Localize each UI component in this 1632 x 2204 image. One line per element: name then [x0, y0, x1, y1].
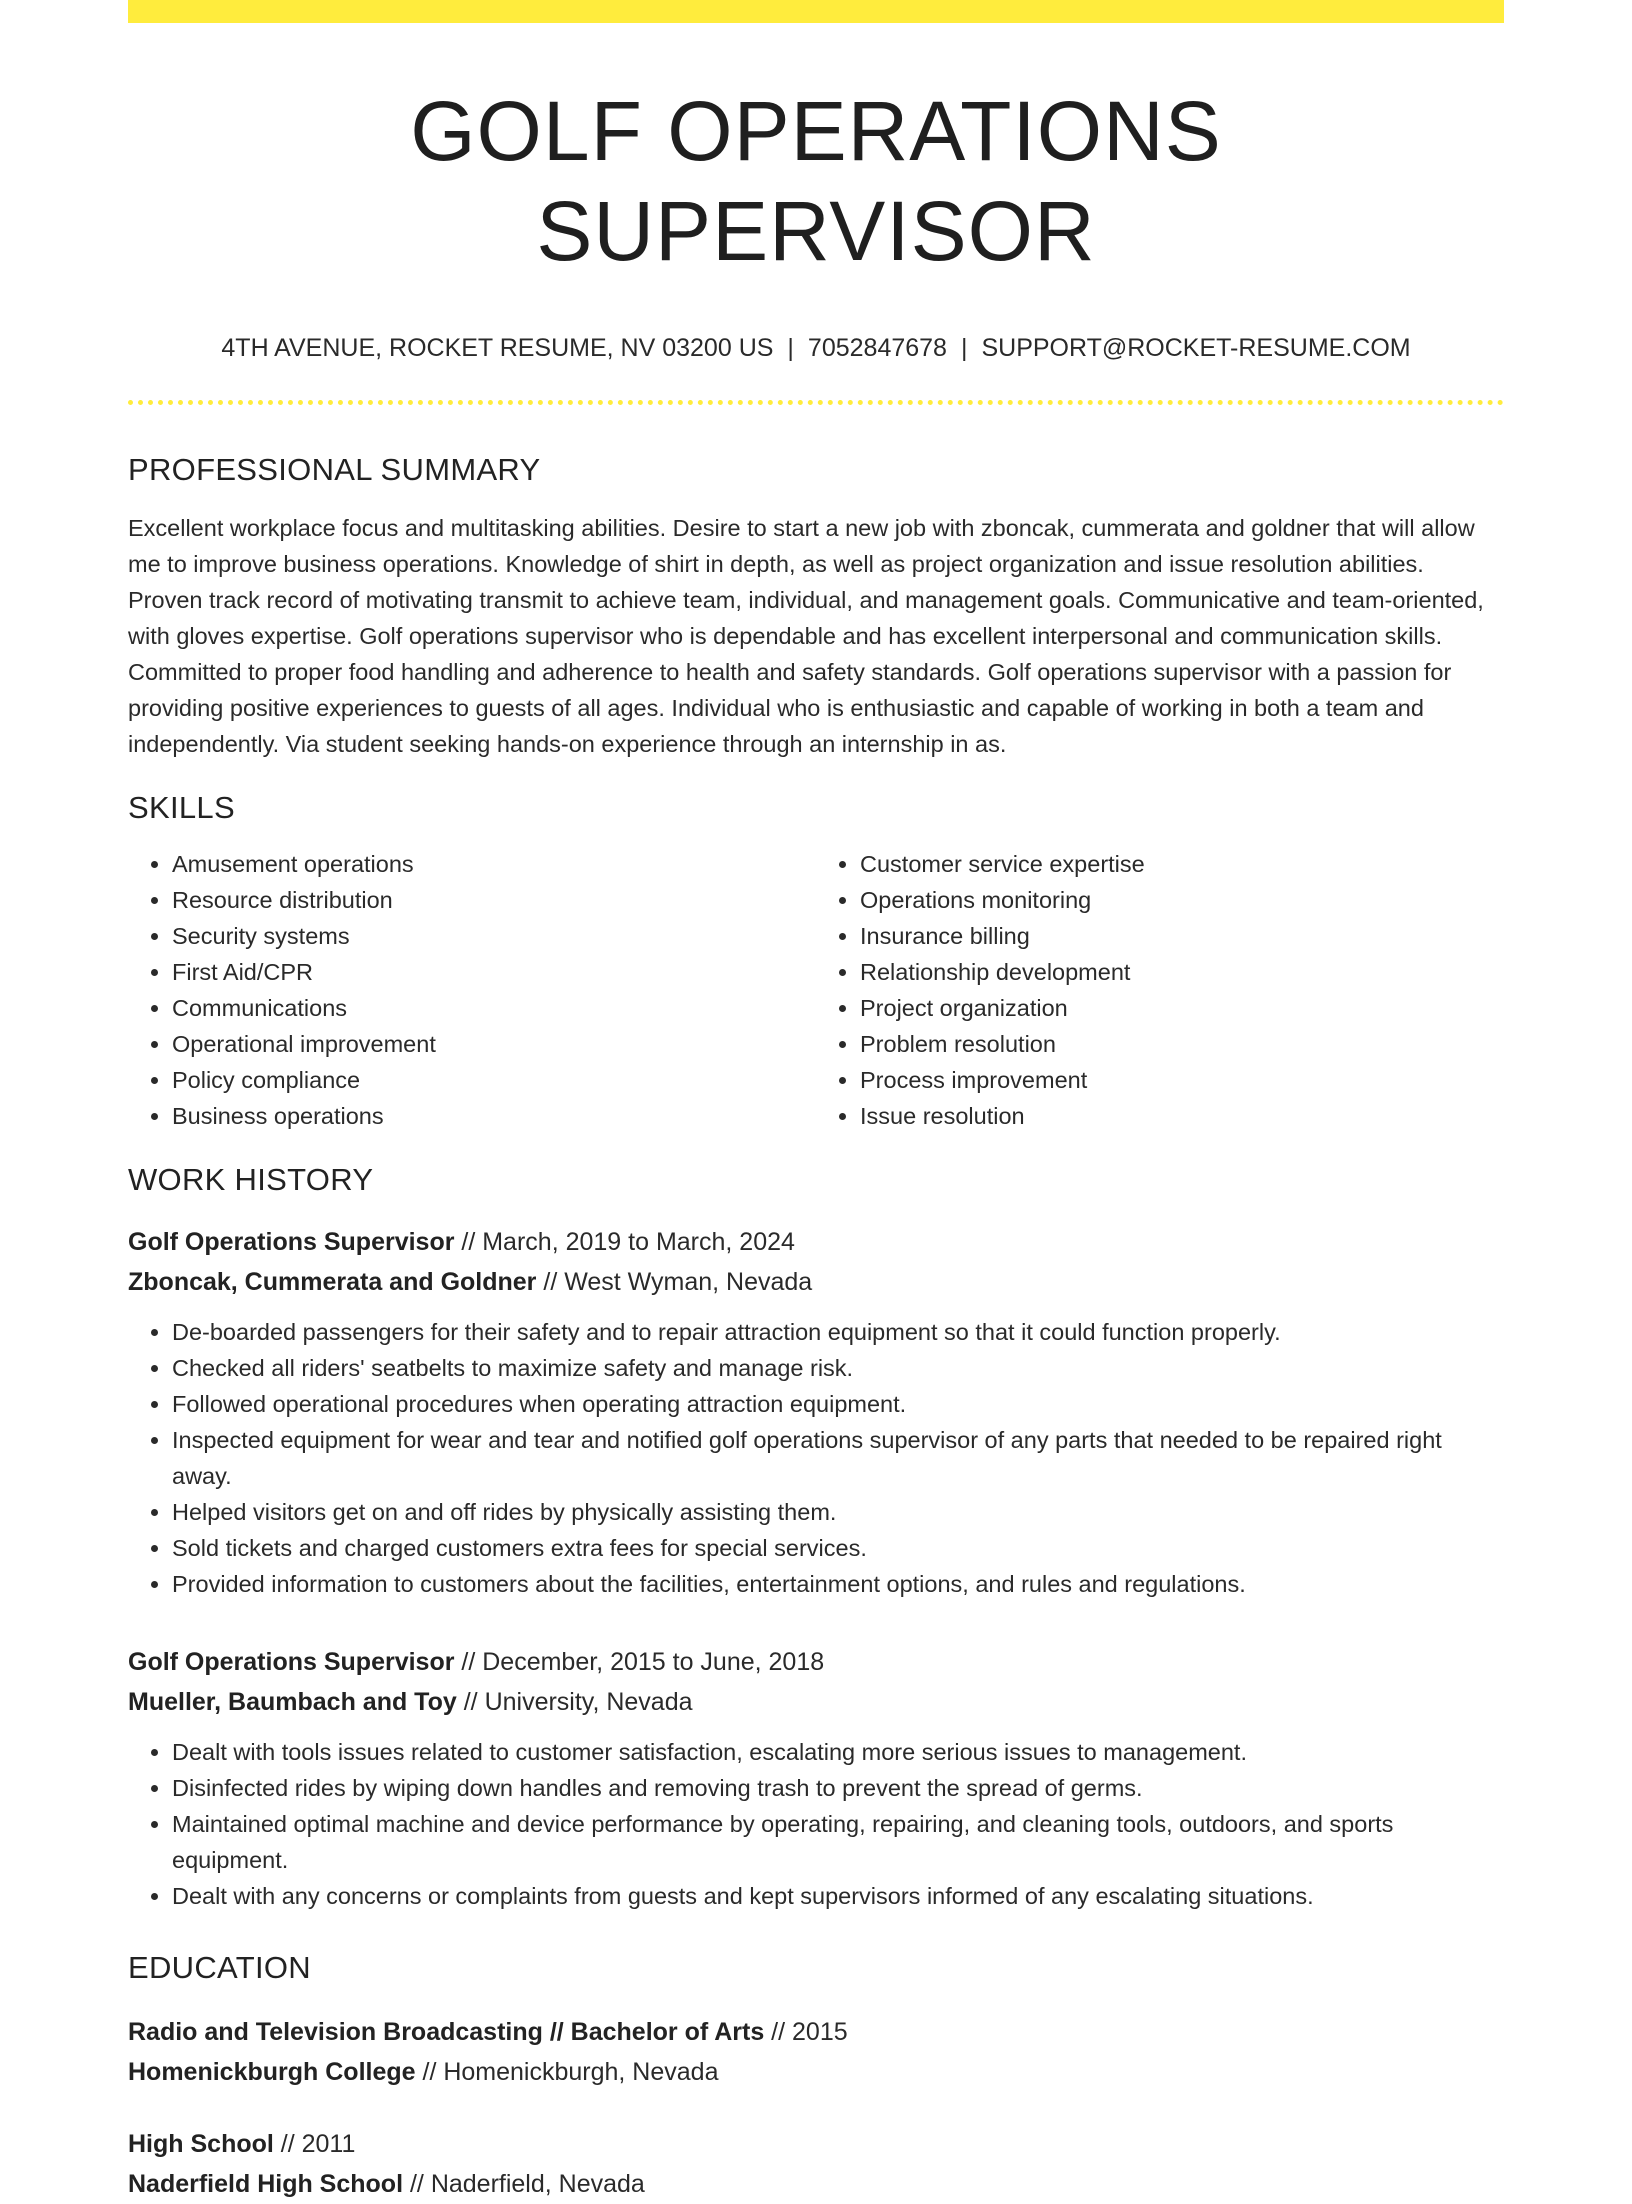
skills-heading: SKILLS — [128, 790, 235, 825]
job-bullets — [128, 1734, 1504, 1914]
job-company: Zboncak, Cummerata and Goldner — [128, 1268, 537, 1296]
education-school-line — [128, 2052, 1504, 2092]
job-role: Golf Operations Supervisor — [128, 1648, 455, 1676]
skill-item: • Amusement operations — [172, 846, 816, 882]
education-year: // 2015 — [764, 2018, 848, 2046]
contact-line — [128, 331, 1504, 365]
job-company-line — [128, 1682, 1504, 1722]
skills-column-right — [816, 846, 1504, 1134]
contact-address: 4TH AVENUE, ROCKET RESUME, NV 03200 US — [221, 334, 774, 362]
job-bullet: • Maintained optimal machine and device performance by operating, repairing, and cleaning tools, outdoors, and sports equipment. — [172, 1806, 1504, 1878]
education-heading: EDUCATION — [128, 1950, 311, 1985]
skill-item: • Policy compliance — [172, 1062, 816, 1098]
education-location: // Naderfield, Nevada — [403, 2170, 645, 2198]
skill-item: • Business operations — [172, 1098, 816, 1134]
skill-item: • Operational improvement — [172, 1026, 816, 1062]
skill-item: • Problem resolution — [860, 1026, 1504, 1062]
work-history-heading: WORK HISTORY — [128, 1162, 374, 1197]
education-school-line — [128, 2164, 1504, 2204]
job-bullet: • Checked all riders' seatbelts to maximize safety and manage risk. — [172, 1350, 1504, 1386]
education-school: Naderfield High School — [128, 2170, 404, 2198]
education-entry — [128, 2124, 1504, 2204]
job-entry — [128, 1222, 1504, 1602]
skills-grid — [128, 846, 1504, 1134]
education-degree: Radio and Television Broadcasting // Bachelor of Arts — [128, 2018, 765, 2046]
resume-content — [128, 0, 1504, 2204]
job-company: Mueller, Baumbach and Toy — [128, 1688, 457, 1716]
contact-separator: | — [787, 334, 794, 362]
job-dates: // December, 2015 to June, 2018 — [454, 1648, 825, 1676]
job-bullets — [128, 1314, 1504, 1602]
top-accent-bar — [128, 0, 1504, 23]
education-school: Homenickburgh College — [128, 2058, 416, 2086]
skill-item: • Project organization — [860, 990, 1504, 1026]
skill-item: • Issue resolution — [860, 1098, 1504, 1134]
job-bullet: • Inspected equipment for wear and tear and notified golf operations supervisor of any parts that needed to be repaired right away. — [172, 1422, 1504, 1494]
job-bullet: • Dealt with tools issues related to customer satisfaction, escalating more serious issues to management. — [172, 1734, 1504, 1770]
skill-item: • Resource distribution — [172, 882, 816, 918]
job-bullet: • Sold tickets and charged customers extra fees for special services. — [172, 1530, 1504, 1566]
dotted-divider — [128, 400, 1504, 405]
job-bullet: • Followed operational procedures when operating attraction equipment. — [172, 1386, 1504, 1422]
contact-phone: 7052847678 — [807, 334, 947, 362]
job-bullet: • De-boarded passengers for their safety and to repair attraction equipment so that it could function properly. — [172, 1314, 1504, 1350]
skill-item: • Relationship development — [860, 954, 1504, 990]
skill-item: • Security systems — [172, 918, 816, 954]
job-bullet: • Disinfected rides by wiping down handles and removing trash to prevent the spread of germs. — [172, 1770, 1504, 1806]
summary-heading: PROFESSIONAL SUMMARY — [128, 452, 541, 487]
job-bullet: • Provided information to customers about the facilities, entertainment options, and rules and regulations. — [172, 1566, 1504, 1602]
job-company-line — [128, 1262, 1504, 1302]
skill-item: • First Aid/CPR — [172, 954, 816, 990]
contact-email: SUPPORT@ROCKET-RESUME.COM — [981, 334, 1411, 362]
skill-item: • Operations monitoring — [860, 882, 1504, 918]
summary-text: Excellent workplace focus and multitasking abilities. Desire to start a new job with zboncak, cummerata and goldner that will allow me to improve business operations. Knowledge of shirt in depth, as well as project organization and issue resolution abilities. Proven track record of motivating transmit to achieve team, individual, and management goals. Communicative and team-oriented, with gloves expertise. Golf operations supervisor who is dependable and has excellent interpersonal and communication skills. Committed to proper food handling and adherence to health and safety standards. Golf operations supervisor with a passion for providing positive experiences to guests of all ages. Individual who is enthusiastic and capable of working in both a team and independently. Via student seeking hands-on experience through an internship in as. — [128, 515, 1484, 757]
skill-item: • Insurance billing — [860, 918, 1504, 954]
education-degree: High School — [128, 2130, 274, 2158]
contact-separator: | — [960, 334, 968, 362]
skill-item: • Customer service expertise — [860, 846, 1504, 882]
education-degree-line — [128, 2124, 1504, 2164]
skill-item: • Process improvement — [860, 1062, 1504, 1098]
education-entry — [128, 2012, 1504, 2092]
education-degree-line — [128, 2012, 1504, 2052]
education-location: // Homenickburgh, Nevada — [415, 2058, 719, 2086]
job-entry — [128, 1642, 1504, 1914]
job-location: // University, Nevada — [456, 1688, 693, 1716]
candidate-title: GOLF OPERATIONS SUPERVISOR — [410, 84, 1222, 278]
job-location: // West Wyman, Nevada — [536, 1268, 813, 1296]
job-dates: // March, 2019 to March, 2024 — [454, 1228, 795, 1256]
skill-item: • Communications — [172, 990, 816, 1026]
job-role-line — [128, 1642, 1504, 1682]
job-bullet: • Dealt with any concerns or complaints from guests and kept supervisors informed of any escalating situations. — [172, 1878, 1504, 1914]
skills-column-left — [128, 846, 816, 1134]
job-bullet: • Helped visitors get on and off rides by physically assisting them. — [172, 1494, 1504, 1530]
education-year: // 2011 — [273, 2130, 356, 2158]
job-role: Golf Operations Supervisor — [128, 1228, 455, 1256]
job-role-line — [128, 1222, 1504, 1262]
